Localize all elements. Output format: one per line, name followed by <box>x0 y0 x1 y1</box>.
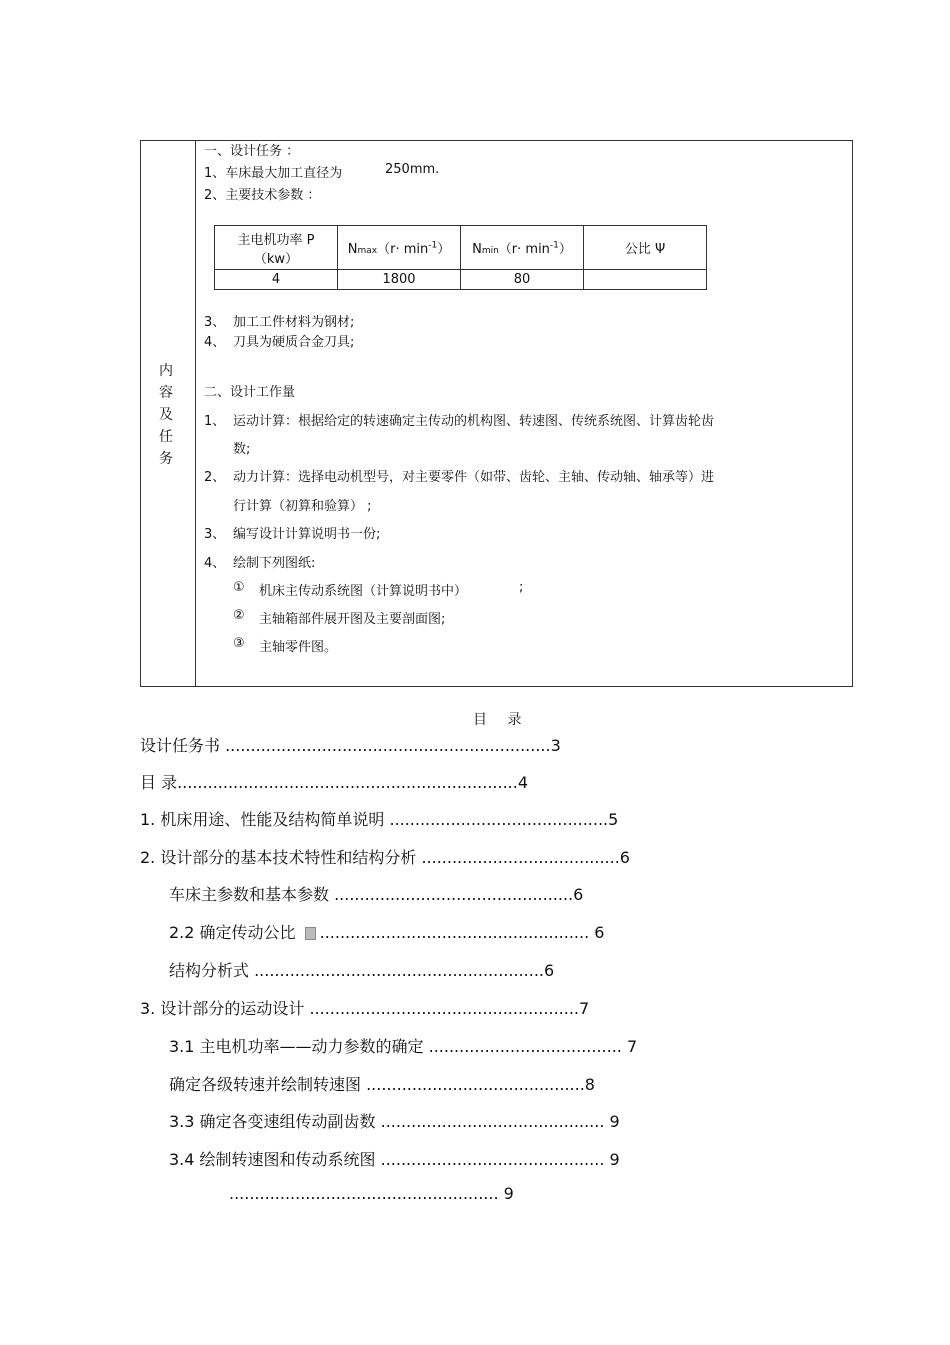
work-item-line: 绘制下列图纸: <box>233 556 316 571</box>
toc-entry[interactable]: 车床主参数和基本参数 ...............................................6 <box>169 885 584 904</box>
nmin-superscript: -1 <box>549 240 559 251</box>
toc-entry-dots: ..................................................... 6 <box>319 923 605 942</box>
drawing-mark: ② <box>233 608 245 623</box>
work-item-line: 行计算（初算和验算） ; <box>233 499 372 514</box>
part1-title: 一、设计任务 ： <box>204 144 300 159</box>
item4-text: 刀具为硬质合金刀具; <box>233 335 355 350</box>
toc-entry[interactable]: 目 录...................................................................4 <box>140 773 529 792</box>
drawing-text: 主轴箱部件展开图及主要剖面图; <box>259 612 446 627</box>
toc-entry[interactable] <box>169 920 604 943</box>
work-item-line: 数; <box>233 442 251 457</box>
toc-entry-text: 2.2 确定传动公比 <box>169 923 301 942</box>
value-nmin: 80 <box>461 270 584 290</box>
nmin-unit: （r· min <box>498 242 550 257</box>
drawing-text: 机床主传动系统图（计算说明书中） <box>259 584 468 599</box>
toc-entry[interactable]: 设计任务书 ................................................................3 <box>140 736 561 755</box>
item1-value: 250mm. <box>385 162 440 177</box>
value-ratio <box>584 270 707 290</box>
nmin-close: ） <box>558 242 572 257</box>
toc-entry[interactable]: 确定各级转速并绘制转速图 ...........................................8 <box>169 1075 595 1094</box>
side-label-char: 务 <box>159 451 173 467</box>
parameters-table <box>214 225 707 290</box>
item3-num: 3、 <box>204 315 226 330</box>
toc-heading: 目 录 <box>473 712 530 728</box>
item4-num: 4、 <box>204 335 226 350</box>
nmax-superscript: -1 <box>428 240 438 251</box>
header-motor-power <box>215 226 338 270</box>
side-label-char: 任 <box>159 429 173 445</box>
side-label-char: 内 <box>159 363 173 379</box>
drawing-mark: ① <box>233 580 245 595</box>
toc-entry[interactable]: 结构分析式 .........................................................6 <box>169 961 555 980</box>
item1-text: 1、车床最大加工直径为 <box>204 166 343 181</box>
nmax-symbol: N <box>347 242 358 257</box>
toc-entry[interactable]: 3. 设计部分的运动设计 .....................................................7 <box>140 999 590 1018</box>
nmax-close: ） <box>437 242 451 257</box>
task-divider <box>195 140 196 687</box>
part2-title: 二、设计工作量 <box>204 385 296 400</box>
nmax-unit: （r· min <box>377 242 429 257</box>
header-nmax <box>338 226 461 270</box>
header-ratio: 公比 Ψ <box>584 226 707 270</box>
nmin-subscript: min <box>481 246 499 256</box>
broken-image-icon <box>305 927 316 940</box>
toc-entry[interactable]: 1. 机床用途、性能及结构简单说明 ...........................................5 <box>140 810 619 829</box>
work-item-line: 编写设计计算说明书一份; <box>233 527 381 542</box>
drawing-mark: ③ <box>233 636 245 651</box>
table-data-row <box>215 270 707 290</box>
work-item-num: 1、 <box>204 414 226 429</box>
side-label-char: 容 <box>159 385 173 401</box>
toc-entry[interactable]: 3.1 主电机功率——动力参数的确定 ...................................... 7 <box>169 1037 638 1056</box>
work-item-line: 运动计算：根据给定的转速确定主传动的机构图、转速图、传统系统图、计算齿轮齿 <box>233 414 715 429</box>
header-motor-power-line2: （kw） <box>253 251 299 267</box>
item2-text: 2、主要技术参数 ： <box>204 188 321 203</box>
work-item-num: 3、 <box>204 527 226 542</box>
item3-text: 加工工件材料为钢材; <box>233 315 355 330</box>
header-nmin <box>461 226 584 270</box>
value-motor-power: 4 <box>215 270 338 290</box>
table-header-row <box>215 226 707 270</box>
nmin-symbol: N <box>472 242 482 257</box>
nmax-subscript: max <box>357 246 378 256</box>
side-label-char: 及 <box>159 407 173 423</box>
work-item-num: 4、 <box>204 556 226 571</box>
work-item-num: 2、 <box>204 470 226 485</box>
toc-entry[interactable]: 3.4 绘制转速图和传动系统图 ............................................ 9 <box>169 1150 620 1169</box>
toc-entry[interactable]: 2. 设计部分的基本技术特性和结构分析 .......................................6 <box>140 848 630 867</box>
toc-entry[interactable]: ..................................................... 9 <box>229 1184 514 1203</box>
drawing-tail: ; <box>519 580 524 595</box>
work-item-line: 动力计算：选择电动机型号，对主要零件（如带、齿轮、主轴、传动轴、轴承等）进 <box>233 470 715 485</box>
header-motor-power-line1: 主电机功率 P <box>237 232 315 248</box>
toc-entry[interactable]: 3.3 确定各变速组传动副齿数 ............................................ 9 <box>169 1112 620 1131</box>
drawing-text: 主轴零件图。 <box>259 640 338 655</box>
value-nmax: 1800 <box>338 270 461 290</box>
